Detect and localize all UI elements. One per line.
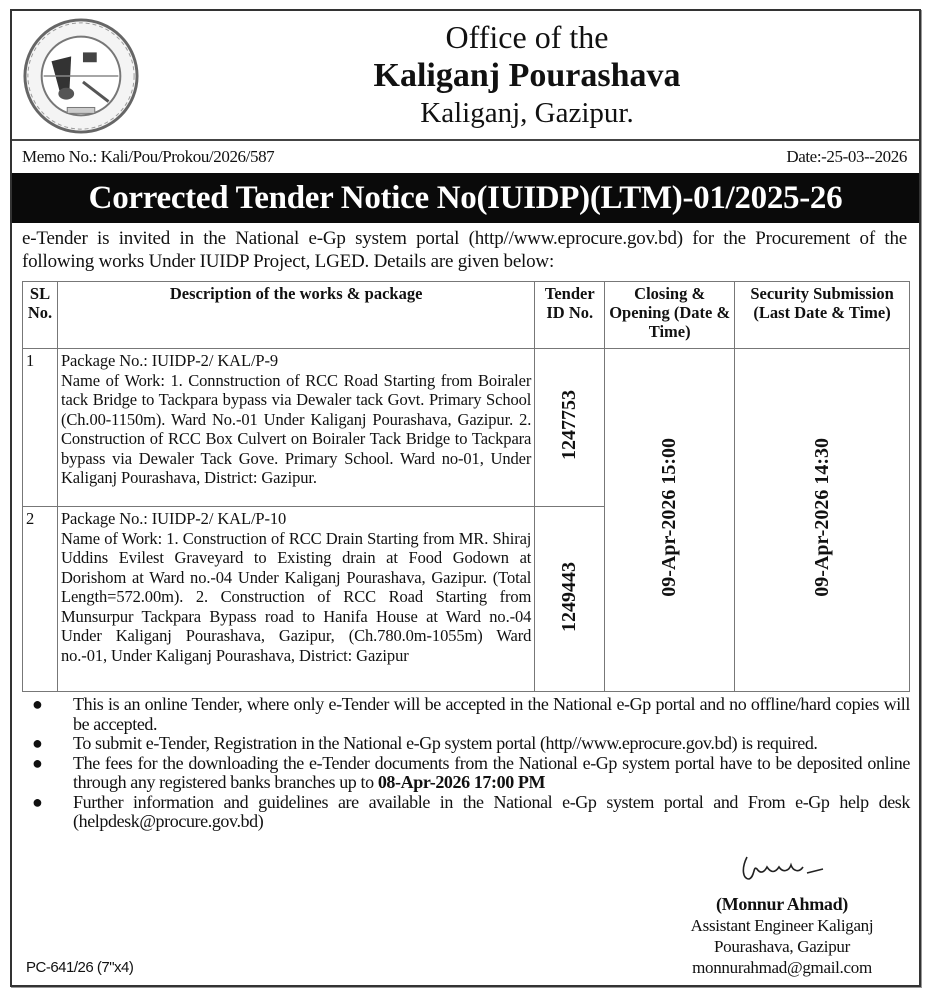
description-cell bbox=[57, 507, 534, 692]
package-no: Package No.: IUIDP-2/ KAL/P-10 bbox=[60, 509, 287, 528]
bullet-text: The fees for the downloading the e-Tender documents from the National e-Gp system portal have to be deposited online through any registered banks branches up to bbox=[73, 752, 910, 792]
notice-title: Corrected Tender Notice No(IUIDP)(LTM)-01/2025-26 bbox=[12, 173, 919, 223]
memo-number: Memo No.: Kali/Pou/Prokou/2026/587 bbox=[22, 147, 275, 166]
closing-datetime: 09-Apr-2026 15:00 bbox=[658, 438, 681, 597]
col-security: Security Submission (Last Date & Time) bbox=[735, 282, 910, 349]
tender-id: 1249443 bbox=[558, 561, 581, 632]
sl-cell: 1 bbox=[23, 349, 58, 507]
office-address: Kaliganj, Gazipur. bbox=[420, 97, 634, 129]
intro-paragraph: e-Tender is invited in the National e-Gp system portal (http//www.eprocure.gov.bd) for the Procurement of the following works Under IUIDP Project, LGED. Details are given below: bbox=[22, 228, 907, 272]
bullet-item bbox=[26, 754, 910, 793]
notice-date: Date:-25-03--2026 bbox=[786, 147, 907, 166]
col-description: Description of the works & package bbox=[57, 282, 534, 349]
col-closing: Closing & Opening (Date & Time) bbox=[605, 282, 735, 349]
security-cell bbox=[735, 349, 910, 692]
work-text: Name of Work: 1. Construction of RCC Drain Starting from MR. Shiraj Uddins Evilest Graveyard to Existing drain at Food Godown at Dorishom at Ward no.-04 Under Kaliganj Pourashava, Gazipur. (Total Length=572.00m). 2. Construction of RCC Road Starting from Munsurpur Tackpara Bypass road to Hanifa House at Ward no.-04 Under Kaliganj Pourashava, Gazipur, (Ch.780.0m-1055m) Ward no.-01, Under Kaliganj Pourashava, District: Gazipur bbox=[60, 528, 532, 665]
work-name bbox=[61, 371, 531, 488]
description-cell bbox=[57, 349, 534, 507]
signatory-title: Assistant Engineer Kaliganj bbox=[690, 916, 874, 935]
tender-id: 1247753 bbox=[558, 390, 581, 460]
table-row bbox=[23, 349, 910, 507]
tender-table bbox=[22, 281, 910, 692]
work-text: Name of Work: 1. Connstruction of RCC Road Starting from Boiraler tack Bridge to Tackpara bypass via Dewaler tack Govt. Primary School (Ch.00-1150m). Ward No.-01 Under Kaliganj Pourashava, Gazipur. 2. Construction of RCC Box Culvert on Boiraler Tack Bridge to Tackpara bypass via Dewaler Tack Gove. Primary School. Ward no-01, Under Kaliganj Pourashava, District: Gazipur. bbox=[60, 370, 532, 487]
sl-cell: 2 bbox=[23, 507, 58, 692]
bullet-item bbox=[26, 793, 910, 832]
signature-block bbox=[667, 849, 897, 978]
col-sl: SL No. bbox=[23, 282, 58, 349]
bullet-item bbox=[26, 695, 910, 734]
bullet-icon: ● bbox=[32, 752, 43, 773]
bullet-text: To submit e-Tender, Registration in the National e-Gp system portal (http//www.eprocure.gov.bd) is required. bbox=[73, 733, 818, 753]
tender-id-cell bbox=[535, 507, 605, 692]
package-no: Package No.: IUIDP-2/ KAL/P-9 bbox=[60, 351, 279, 370]
signatory-email: monnurahmad@gmail.com bbox=[692, 958, 872, 977]
signatory-office: Pourashava, Gazipur bbox=[714, 937, 850, 956]
bullet-icon: ● bbox=[32, 694, 43, 714]
bullet-icon: ● bbox=[32, 791, 43, 812]
bullet-text: This is an online Tender, where only e-Tender will be accepted in the National e-Gp portal and no offline/hard copies will be accepted. bbox=[73, 694, 910, 734]
handwritten-signature-icon bbox=[727, 849, 837, 889]
tender-id-cell bbox=[535, 349, 605, 507]
publication-code: PC-641/26 (7"x4) bbox=[26, 959, 134, 976]
bullet-icon: ● bbox=[32, 733, 43, 753]
office-line: Office of the bbox=[445, 19, 609, 55]
table-header-row bbox=[23, 282, 910, 349]
security-datetime: 09-Apr-2026 14:30 bbox=[810, 438, 833, 597]
instructions-list bbox=[26, 695, 910, 832]
col-tender-id: Tender ID No. bbox=[535, 282, 605, 349]
signatory-name: (Monnur Ahmad) bbox=[716, 894, 848, 914]
closing-cell bbox=[605, 349, 735, 692]
fee-deadline: 08-Apr-2026 17:00 PM bbox=[377, 772, 546, 792]
bullet-item bbox=[26, 734, 910, 754]
bullet-text: Further information and guidelines are available in the National e-Gp system portal and From e-Gp help desk (helpdesk@procure.gov.bd) bbox=[73, 791, 910, 831]
office-name: Kaliganj Pourashava bbox=[373, 57, 681, 94]
work-name bbox=[61, 529, 531, 666]
notice-frame bbox=[10, 9, 921, 987]
letterhead bbox=[12, 11, 919, 141]
